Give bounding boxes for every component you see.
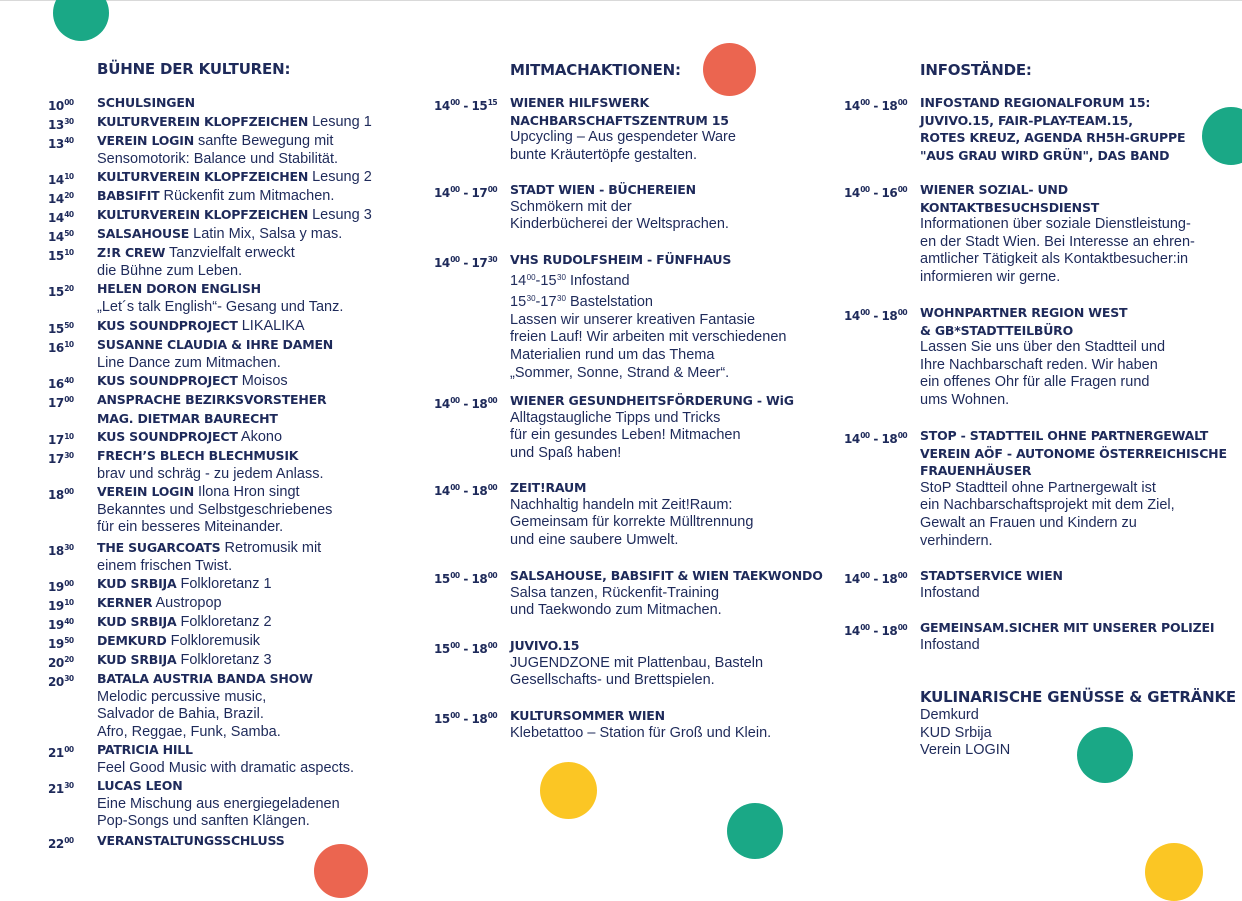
program-item: KUD SRBIJA Folkloretanz 3 [97, 652, 272, 668]
program-item: PATRICIA HILL Feel Good Music with dramatic aspects. [97, 742, 355, 776]
heading-buehne: BÜHNE DER KULTUREN: [97, 60, 291, 78]
program-item: HELEN DORON ENGLISH „Let´s talk English“- Gesang und Tanz. [97, 281, 344, 315]
program-item: ANSPRACHE BEZIRKSVORSTEHER MAG. DIETMAR BAURECHT [97, 392, 327, 426]
time: $13^{40}$ [48, 136, 74, 151]
infostand-entry: STOP - STADTTEIL OHNE PARTNERGEWALT VEREIN AÖF - AUTONOME ÖSTERREICHISCHE FRAUENHÄUSER StoP Stadtteil ohne Partnergewalt ist ein Nachbarschaftsprojekt mit dem Ziel, Gewalt an Frauen und Kindern zu verhindern. [920, 428, 1227, 549]
time-range: $14^{00} - 18^{00}$ [844, 98, 908, 113]
time: $15^{20}$ [48, 284, 74, 299]
program-item: SCHULSINGEN [97, 95, 195, 110]
heading-kulinarisch: KULINARISCHE GENÜSSE & GETRÄNKE [920, 688, 1236, 706]
program-item: DEMKURD Folkloremusik [97, 633, 261, 649]
program-item: KULTURVEREIN KLOPFZEICHEN Lesung 2 [97, 169, 372, 185]
activity-entry: VHS RUDOLFSHEIM - FÜNFHAUS $14^{00}-15^{30}$ Infostand $15^{30}-17^{30}$ Bastelstation Lassen wir unserer kreativen Fantasie freien Lauf! Wir arbeiten mit verschiedenen Materialien rund um das Thema „Sommer, Sonne, Strand & Meer“. [510, 252, 787, 381]
time-range: $14^{00} - 16^{00}$ [844, 185, 908, 200]
activity-entry: ZEIT!RAUM Nachhaltig handeln mit Zeit!Raum: Gemeinsam für korrekte Mülltrennung und eine saubere Umwelt. [510, 480, 754, 548]
time-range: $14^{00} - 18^{00}$ [844, 431, 908, 446]
time: $19^{40}$ [48, 617, 74, 632]
time: $13^{30}$ [48, 117, 74, 132]
time: $14^{50}$ [48, 229, 74, 244]
time: $15^{50}$ [48, 321, 74, 336]
time-range: $14^{00} - 18^{00}$ [844, 308, 908, 323]
dot-teal [53, 0, 109, 41]
activity-entry: WIENER GESUNDHEITSFÖRDERUNG - WiG Alltagstaugliche Tipps und Tricks für ein gesundes Leben! Mitmachen und Spaß haben! [510, 393, 794, 461]
dot-yellow [540, 762, 597, 819]
time-range: $15^{00} - 18^{00}$ [434, 571, 498, 586]
time-range: $15^{00} - 18^{00}$ [434, 641, 498, 656]
time: $19^{50}$ [48, 636, 74, 651]
dot-red [703, 43, 756, 96]
dot-teal [1202, 107, 1242, 165]
time: $17^{10}$ [48, 432, 74, 447]
time: $21^{30}$ [48, 781, 74, 796]
time: $14^{40}$ [48, 210, 74, 225]
heading-mitmachaktionen: MITMACHAKTIONEN: [510, 61, 681, 79]
infostand-entry: STADTSERVICE WIEN Infostand [920, 568, 1063, 601]
time-range: $14^{00} - 18^{00}$ [844, 623, 908, 638]
time: $20^{20}$ [48, 655, 74, 670]
time: $21^{00}$ [48, 745, 74, 760]
program-item: KUS SOUNDPROJECT Akono [97, 429, 283, 445]
time-range: $14^{00} - 18^{00}$ [434, 483, 498, 498]
program-item: THE SUGARCOATS Retromusik mit einem frischen Twist. [97, 540, 322, 574]
time: $17^{00}$ [48, 395, 74, 410]
activity-entry: KULTURSOMMER WIEN Klebetattoo – Station für Groß und Klein. [510, 708, 772, 741]
infostand-entry: WOHNPARTNER REGION WEST & GB*STADTTEILBÜRO Lassen Sie uns über den Stadtteil und Ihre Nachbarschaft reden. Wir haben ein offenes Ohr für alle Fragen rund ums Wohnen. [920, 305, 1166, 408]
program-item: FRECH’S BLECH BLECHMUSIK brav und schräg - zu jedem Anlass. [97, 448, 324, 482]
program-item: VERANSTALTUNGSSCHLUSS [97, 833, 285, 848]
time-range: $15^{00} - 18^{00}$ [434, 711, 498, 726]
infostand-entry: INFOSTAND REGIONALFORUM 15: JUVIVO.15, FAIR-PLAY-TEAM.15, ROTES KREUZ, AGENDA RH5H-GRUPPE "AUS GRAU WIRD GRÜN", DAS BAND [920, 95, 1186, 163]
time-range: $14^{00} - 17^{00}$ [434, 185, 498, 200]
time: $15^{10}$ [48, 248, 74, 263]
time: $19^{10}$ [48, 598, 74, 613]
time: $22^{00}$ [48, 836, 74, 851]
heading-infostaende: INFOSTÄNDE: [920, 61, 1032, 79]
activity-entry: WIENER HILFSWERK NACHBARSCHAFTSZENTRUM 15 Upcycling – Aus gespendeter Ware bunte Kräutertöpfe gestalten. [510, 95, 736, 163]
time: $19^{00}$ [48, 579, 74, 594]
time: $16^{40}$ [48, 376, 74, 391]
dot-red [314, 844, 368, 898]
time: $14^{10}$ [48, 172, 74, 187]
program-item: BATALA AUSTRIA BANDA SHOW Melodic percussive music, Salvador de Bahia, Brazil. Afro, Reggae, Funk, Samba. [97, 671, 313, 740]
infostand-entry: GEMEINSAM.SICHER MIT UNSERER POLIZEI Infostand [920, 620, 1215, 653]
program-item: KUD SRBIJA Folkloretanz 1 [97, 576, 272, 592]
time-range: $14^{00} - 18^{00}$ [434, 396, 498, 411]
activity-entry: SALSAHOUSE, BABSIFIT & WIEN TAEKWONDO Salsa tanzen, Rückenfit-Training und Taekwondo zum Mitmachen. [510, 568, 823, 619]
program-item: SALSAHOUSE Latin Mix, Salsa y mas. [97, 226, 343, 242]
activity-entry: JUVIVO.15 JUGENDZONE mit Plattenbau, Basteln Gesellschafts- und Brettspielen. [510, 638, 764, 689]
time-range: $14^{00} - 18^{00}$ [844, 571, 908, 586]
kulinarisch-list: Demkurd KUD Srbija Verein LOGIN [920, 707, 1011, 759]
program-item: BABSIFIT Rückenfit zum Mitmachen. [97, 188, 335, 204]
activity-entry: STADT WIEN - BÜCHEREIEN Schmökern mit der Kinderbücherei der Weltsprachen. [510, 182, 729, 233]
time: $18^{00}$ [48, 487, 74, 502]
program-item: VEREIN LOGIN Ilona Hron singt Bekanntes und Selbstgeschriebenes für ein besseres Miteinander. [97, 484, 333, 536]
time: $17^{30}$ [48, 451, 74, 466]
program-item: SUSANNE CLAUDIA & IHRE DAMEN Line Dance zum Mitmachen. [97, 337, 334, 371]
program-item: VEREIN LOGIN sanfte Bewegung mit Sensomotorik: Balance und Stabilität. [97, 133, 338, 167]
program-item: KUS SOUNDPROJECT Moisos [97, 373, 288, 389]
time-range: $14^{00} - 17^{30}$ [434, 255, 498, 270]
time: $18^{30}$ [48, 543, 74, 558]
program-item: KULTURVEREIN KLOPFZEICHEN Lesung 1 [97, 114, 372, 130]
time-range: $14^{00} - 15^{15}$ [434, 98, 498, 113]
program-item: KUD SRBIJA Folkloretanz 2 [97, 614, 272, 630]
program-item: KULTURVEREIN KLOPFZEICHEN Lesung 3 [97, 207, 372, 223]
time: $10^{00}$ [48, 98, 74, 113]
program-item: LUCAS LEON Eine Mischung aus energiegeladenen Pop-Songs und sanften Klängen. [97, 778, 340, 830]
top-border [0, 0, 1242, 1]
time: $20^{30}$ [48, 674, 74, 689]
dot-yellow [1145, 843, 1203, 901]
infostand-entry: WIENER SOZIAL- UND KONTAKTBESUCHSDIENST Informationen über soziale Dienstleistung- en der Stadt Wien. Bei Interesse an ehren- amtlicher Tätigkeit als Kontaktbesucher:in informieren wir gerne. [920, 182, 1195, 285]
dot-teal [727, 803, 783, 859]
program-item: Z!R CREW Tanzvielfalt erweckt die Bühne zum Leben. [97, 245, 295, 279]
time: $14^{20}$ [48, 191, 74, 206]
dot-teal [1077, 727, 1133, 783]
program-item: KUS SOUNDPROJECT LIKALIKA [97, 318, 305, 334]
time: $16^{10}$ [48, 340, 74, 355]
program-item: KERNER Austropop [97, 595, 222, 611]
